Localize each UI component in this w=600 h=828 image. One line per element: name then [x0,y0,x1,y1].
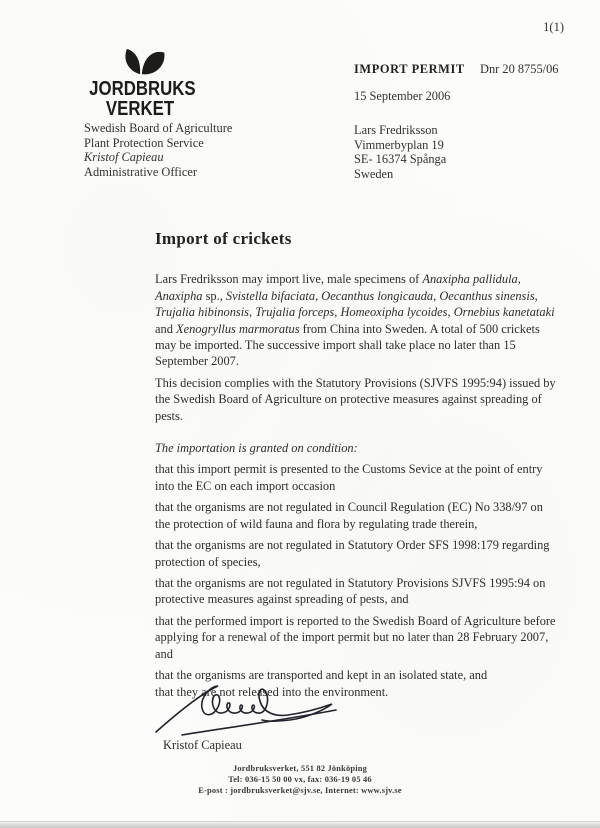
recipient-street: Vimmerbyplan 19 [354,137,444,152]
recipient-address [354,123,574,181]
paragraph-statutory-provisions: This decision complies with the Statutory Provisions (SJVFS 1995:94) issued by the Swedish Board of Agriculture on protective measures against spreading of pests. [155,375,556,423]
document-title: Import of crickets [155,229,292,248]
condition-sjvfs-provisions: that the organisms are not regulated in Statutory Provisions SJVFS 1995:94 on protective measures against spreading of pests, and [155,575,546,607]
sender-officer-name: Kristof Capieau [84,150,164,165]
sender-org: Swedish Board of Agriculture [84,121,233,135]
recipient-country: Sweden [354,166,394,181]
permit-date: 15 September 2006 [354,89,451,103]
permit-title-row [354,62,574,77]
signature-image [148,676,360,743]
condition-isolated-state: that the organisms are transported and kept in an isolated state, and [155,667,488,682]
sender-officer-title: Administrative Officer [84,164,197,179]
logo-text-line2: VERKET [105,97,175,120]
condition-sfs-order: that the organisms are not regulated in Statutory Order SFS 1998:179 regarding protection of species, [155,538,550,569]
condition-report-import: that the performed import is reported to the Swedish Board of Agriculture before applying for a renewal of the import permit but no later than 28 February 2007, and [155,613,556,661]
leaves-icon [112,46,168,78]
condition-customs: that this import permit is presented to the Customs Sevice at the point of entry into the EC on each import occasion [155,462,543,493]
sender-block [84,121,232,179]
paragraph-import-grant: Lars Fredriksson may import live, male specimens of Anaxipha pallidula, Anaxipha sp., Svistella bifaciata, Oecanthus longicauda, Oecanthus sinensis, Trujalia hibinonsis, Trujalia forceps, Homeoxipha lycoides, Ornebius kanetataki and Xenogryllus marmoratus from China into Sweden. A total of 500 crickets may be imported. The successive import shall take place no later than 15 September 2007. [155,272,555,369]
recipient-name: Lars Fredriksson [354,123,438,137]
condition-ec-regulation: that the organisms are not regulated in Council Regulation (EC) No 338/97 on the protection of wild fauna and flora by regulating trade therein, [155,500,543,531]
footer-email-web: E-post : jordbruksverket@sjv.se, Internet: www.sjv.se [198,786,402,795]
jordbruksverket-logo [78,46,202,119]
condition-not-released: that they are not released into the environment. [155,685,389,700]
sender-dept: Plant Protection Service [84,135,204,150]
footer-phone-fax: Tel: 036-15 50 00 vx, fax: 036-19 05 46 [228,775,372,784]
page-number: 1(1) [543,20,564,34]
conditions-heading: The importation is granted on condition: [155,441,358,456]
footer-contact-block [0,763,600,796]
permit-dnr: Dnr 20 8755/06 [480,62,559,76]
recipient-city: SE- 16374 Spånga [354,152,447,167]
logo-text-line1: JORDBRUKS [89,77,196,100]
footer-address: Jordbruksverket, 551 82 Jönköping [232,764,368,773]
scan-edge-shadow [0,821,600,828]
permit-header-block [354,62,574,181]
document-body [155,231,558,702]
signatory-name: Kristof Capieau [163,738,242,752]
permit-heading: IMPORT PERMIT [354,62,465,76]
